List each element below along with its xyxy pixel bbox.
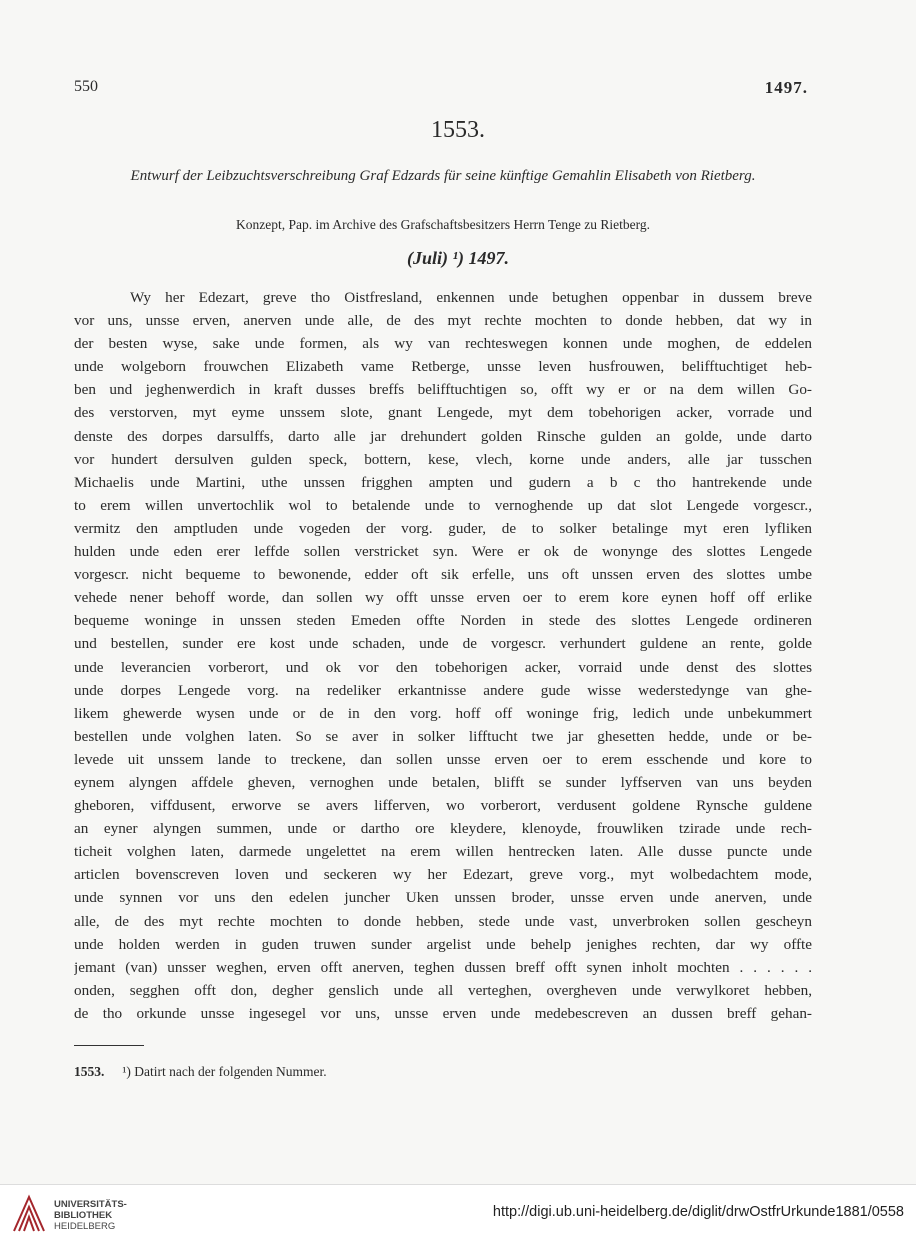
- body-line: vermitz den amptluden unde vogeden der vorg. guder, de to solker betalinge myt eren lyfliken: [74, 519, 812, 537]
- body-line: ben und jeghenwerdich in kraft dusses breffs belifftuchtigen so, offt wy er or na dem willen Go-: [74, 381, 812, 399]
- library-name[interactable]: [54, 1199, 127, 1232]
- library-name-line2: BIBLIOTHEK: [54, 1210, 113, 1221]
- body-line: to erem willen unvertochlik wol to betalende unde to vernoghende up dat slot Lengede vorgescr.,: [74, 496, 812, 514]
- document-body: [74, 286, 812, 1025]
- body-line: likem ghewerde wysen unde or de in den vorg. hoff off woninge frig, ledich unde unbekummert: [74, 704, 812, 722]
- body-line: unde synnen vor uns den edelen juncher Uken unssen broder, unsse erven unde anerven, unde: [74, 889, 812, 907]
- library-name-line1: UNIVERSITÄTS-: [54, 1199, 127, 1210]
- library-logo-icon[interactable]: [10, 1193, 48, 1235]
- body-line: und bestellen, sunder ere kost unde schaden, unde de vorgescr. verhundert guldene an rente, golde: [74, 635, 812, 653]
- body-line: de tho orkunde unsse ingesegel vor uns, unsse erven unde medebescreven an dussen breff gehan-: [74, 1004, 812, 1022]
- page-number: 550: [74, 78, 98, 95]
- footnote-number: 1553.: [74, 1064, 105, 1079]
- body-line: unde wolgeborn frouwchen Elizabeth vame Retberge, unsse leven husfrouwen, belifftuchtiget heb-: [74, 358, 812, 376]
- header-year: 1497.: [764, 78, 808, 97]
- body-line: eynem alyngen affdele gheven, vernoghen unde betalen, blifft se sunder lyffserven van uns beyden: [74, 773, 812, 791]
- body-line: der besten wyse, sake unde formen, als wy van rechteswegen konnen unde moghen, de eddelen: [74, 335, 812, 353]
- document-date: (Juli) ¹) 1497.: [407, 248, 509, 268]
- document-url[interactable]: http://digi.ub.uni-heidelberg.de/diglit/drwOstfrUrkunde1881/0558: [492, 1204, 904, 1220]
- body-line: vor hundert dersulven gulden speck, bottern, kese, vlech, korne unde anders, alle jar tusschen: [74, 450, 812, 468]
- body-line: unde holden werden in guden truwen sunder argelist unde behelp jenighes rechten, dar wy offte: [74, 935, 812, 953]
- body-line: gheboren, viffdusent, erworve se avers lifferven, wo vorberort, verdusent goldene Rynsche guldene: [74, 797, 812, 815]
- body-line: unde leverancien vorberort, und ok vor den tobehorigen acker, vorraid unde denst des slottes: [74, 658, 812, 676]
- body-line: jemant (van) unsser weghen, erven offt anerven, teghen dussen breff offt synen inholt mochten . . . . . .: [74, 958, 812, 976]
- document-source: Konzept, Pap. im Archive des Grafschaftsbesitzers Herrn Tenge zu Rietberg.: [236, 217, 650, 232]
- footnote-divider: [74, 1045, 144, 1046]
- body-line: hulden unde eden erer leffde sollen verstricket syn. Were er ok de wonynge des slottes Lengede: [74, 543, 812, 561]
- body-line: vorgescr. nicht bequeme to bewonende, edder oft sik erfelle, uns oft unssen erven des slottes umbe: [74, 566, 812, 584]
- body-line: vehede nener behoff worde, dan sollen wy offt unsse erven oer to erem kore eynen hoff off erlike: [74, 589, 812, 607]
- body-line: an eyner alyngen summen, unde or dartho ore kleydere, klenoyde, frouwliken tzirade unde rech-: [74, 820, 812, 838]
- body-line: alle, de des myt rechte mochten to donde hebben, stede unde vast, unverbroken sollen gescheyn: [74, 912, 812, 930]
- viewer-footer: [0, 1184, 916, 1251]
- document-number: 1553.: [431, 117, 485, 143]
- body-line: vor uns, unsse erven, anerven unde alle, de des myt rechte mochten to donde hebben, dat wy in: [74, 312, 812, 330]
- body-line: ticheit volghen laten, darmede ungelettet na erem willen hentrecken laten. Alle dusse puncte unde: [74, 843, 812, 861]
- body-line: levede uit unssem lande to treckene, dan sollen unsse erven oer to erem esschende und kore to: [74, 750, 812, 768]
- body-line: Michaelis unde Martini, uthe unssen frigghen ampten und gudern a b c tho hantrekende unde: [74, 473, 812, 491]
- body-line: denste des dorpes darsulffs, darto alle jar drehundert golden Rinsche gulden an golde, unde darto: [74, 427, 812, 445]
- body-line: Wy her Edezart, greve tho Oistfresland, enkennen unde betughen oppenbar in dussem breve: [130, 289, 812, 306]
- document-title: Entwurf der Leibzuchtsverschreibung Graf Edzards für seine künftige Gemahlin Elisabeth von Rietberg.: [130, 168, 756, 184]
- library-name-line3: HEIDELBERG: [54, 1221, 116, 1232]
- footnote: [74, 1064, 327, 1080]
- footnote-text: ¹) Datirt nach der folgenden Nummer.: [122, 1064, 327, 1079]
- body-line: bequeme woninge in unssen steden Emeden offte Norden in stede des slottes Lengede ordineren: [74, 612, 812, 630]
- body-line: unde dorpes Lengede vorg. na redeliker erkantnisse andere gude wisse wederstedynge van ghe-: [74, 681, 812, 699]
- body-line: onden, segghen offt don, degher genslich unde all verteghen, overgheven unde verwylkoret hebben,: [74, 981, 812, 999]
- body-line: des verstorven, myt eyme unssem slote, gnant Lengede, myt dem tobehorigen acker, vorrade und: [74, 404, 812, 422]
- body-line: bestellen unde volghen laten. So se aver in solker lifftucht twe jar ghesetten hedde, unde or be-: [74, 727, 812, 745]
- body-line: articlen bovenscreven loven und seckeren wy her Edezart, greve vorg., myt wolbedachtem mode,: [74, 866, 812, 884]
